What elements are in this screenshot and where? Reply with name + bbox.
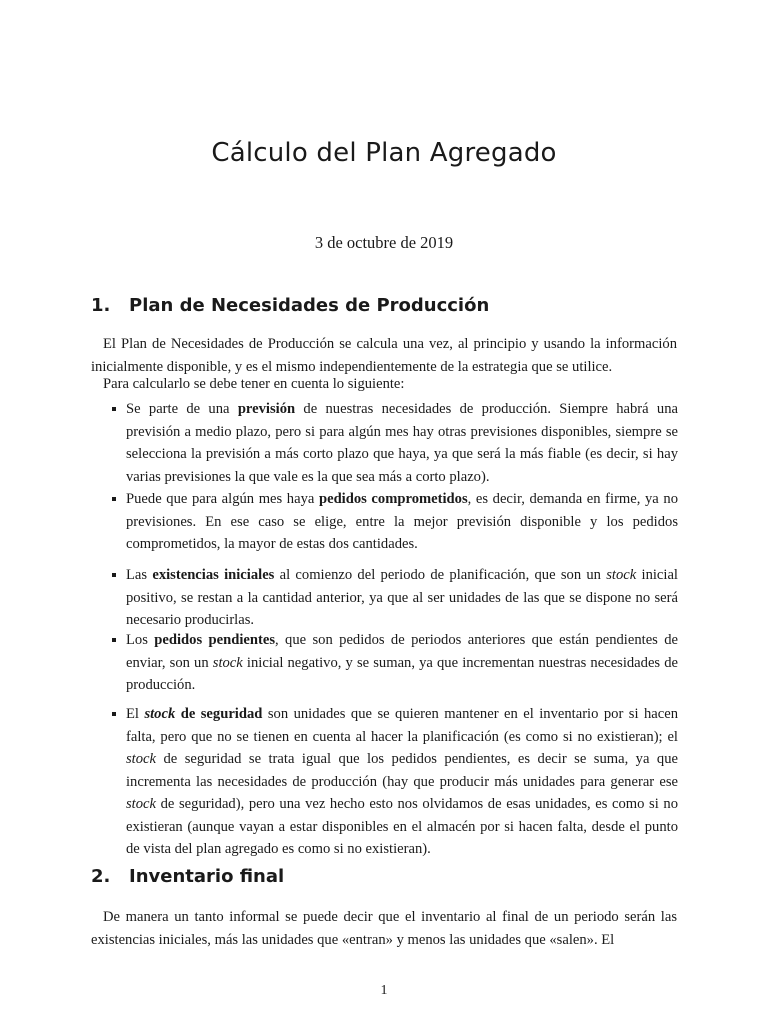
section-heading-1 bbox=[91, 295, 489, 316]
bullet-square-icon bbox=[112, 573, 116, 577]
section2-intro-paragraph: De manera un tanto informal se puede decir que el inventario al final de un periodo serán las existencias iniciales, más las unidades que «entran» y menos las unidades que «salen». El bbox=[91, 909, 677, 948]
bullet-list-item-prevision bbox=[112, 398, 678, 488]
section1-intro-paragraph: El Plan de Necesidades de Producción se calcula una vez, al principio y usando la información inicialmente disponible, y es el mismo independientemente de la estrategia que se utilice. bbox=[91, 336, 677, 375]
document-date: 3 de octubre de 2019 bbox=[314, 233, 454, 252]
section-number: 2. bbox=[91, 866, 111, 887]
bullet-square-icon bbox=[112, 407, 116, 411]
section-title: Inventario final bbox=[129, 866, 285, 887]
list-item: Se parte de una previsión de nuestras necesidades de producción. Siempre habrá una previsión a medio plazo, pero si para algún mes hay otras previsiones disponibles, siempre se selecciona la previsión a más corto plazo que haya, ya que será la más fiable (es decir, si hay varias previsiones la que vale es la que sea más a corto plazo). bbox=[112, 398, 678, 488]
list-item: Los pedidos pendientes, que son pedidos de periodos anteriores que están pendientes de enviar, son un stock inicial negativo, y se suman, ya que incrementan nuestras necesidades de producción. bbox=[112, 629, 678, 697]
bullet-list-item-existencias-iniciales bbox=[112, 564, 678, 632]
bullet-square-icon bbox=[112, 497, 116, 501]
list-item: El stock de seguridad son unidades que se quieren mantener en el inventario por si hacen falta, pero que no se tienen en cuenta al hacer la planificación (es como si no existieran); el stock de seguridad se trata igual que los pedidos pendientes, es decir se suma, ya que incrementa las necesidades de producción (hay que producir más unidades para generar ese stock de seguridad), pero una vez hecho esto nos olvidamos de esas unidades, es como si no existieran (aunque vayan a estar disponibles en el almacén por si hacen falta, desde el punto de vista del plan agregado es como si no existieran). bbox=[112, 703, 678, 861]
list-item: Las existencias iniciales al comienzo del periodo de planificación, que son un stock inicial positivo, se restan a la cantidad anterior, ya que al ser unidades de las que se dispone no será necesario producirlas. bbox=[112, 564, 678, 632]
section1-lead-paragraph: Para calcularlo se debe tener en cuenta lo siguiente: bbox=[103, 376, 405, 392]
page-number: 1 bbox=[380, 983, 388, 998]
bullet-list-item-pedidos-pendientes bbox=[112, 629, 678, 697]
bullet-square-icon bbox=[112, 712, 116, 716]
list-item: Puede que para algún mes haya pedidos comprometidos, es decir, demanda en firme, ya no previsiones. En ese caso se elige, entre la mejor previsión disponible y los pedidos comprometidos, la mayor de estas dos cantidades. bbox=[112, 488, 678, 556]
section-title: Plan de Necesidades de Producción bbox=[129, 295, 490, 316]
bullet-list-item-stock-seguridad bbox=[112, 703, 678, 861]
section-number: 1. bbox=[91, 295, 111, 316]
section-heading-2 bbox=[91, 866, 284, 887]
bullet-list-item-pedidos-comprometidos bbox=[112, 488, 678, 556]
bullet-square-icon bbox=[112, 638, 116, 642]
document-title: Cálculo del Plan Agregado bbox=[211, 138, 557, 168]
